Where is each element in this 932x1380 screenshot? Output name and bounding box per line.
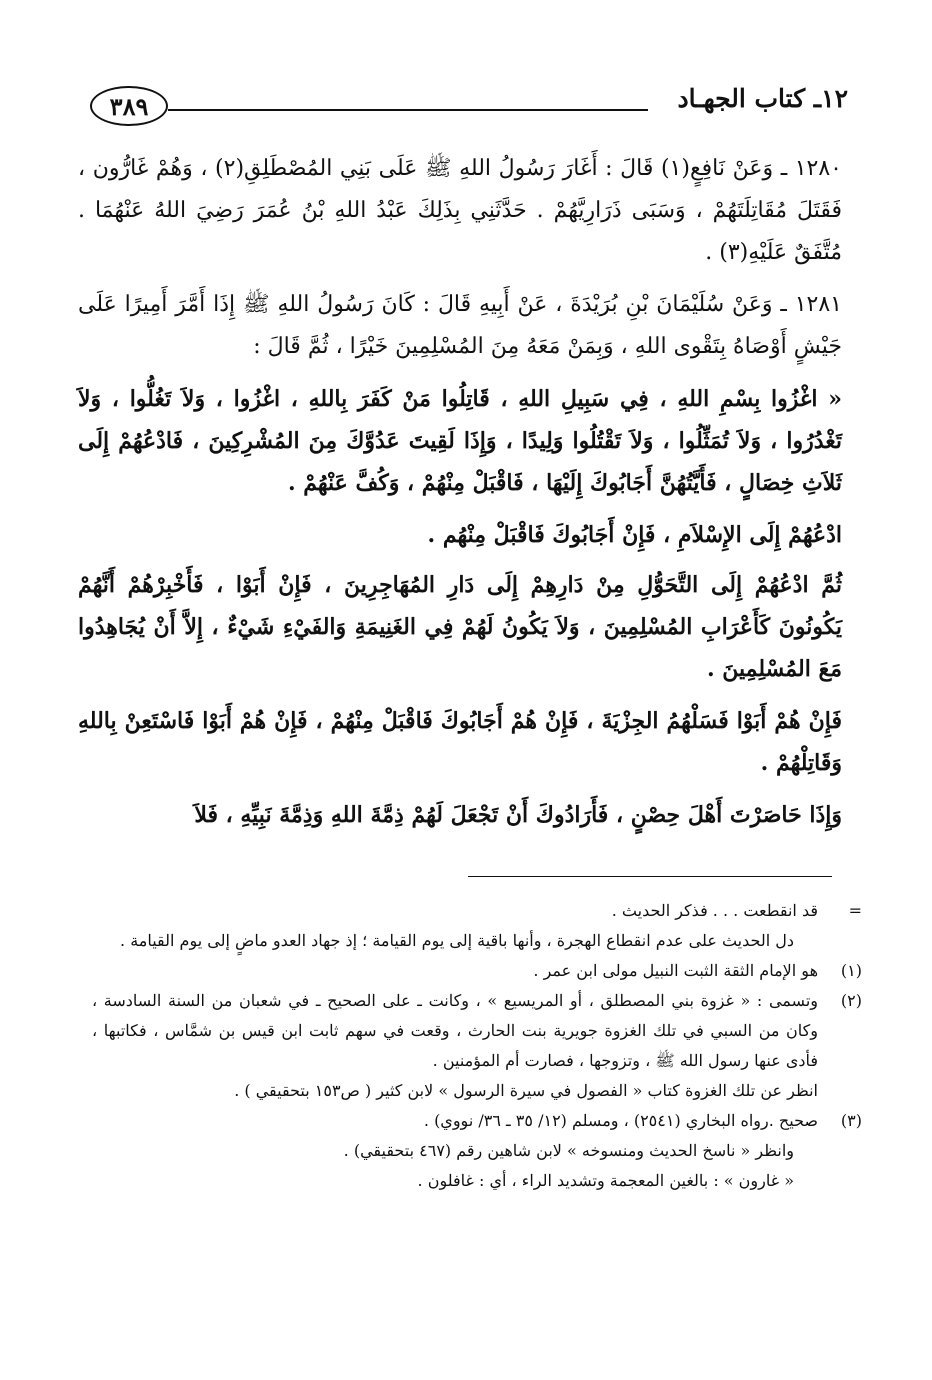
hadith-1281-intro: ١٢٨١ ـ وَعَنْ سُلَيْمَانَ بْنِ بُرَيْدَةَ ، عَنْ أَبِيهِ قَالَ : كَانَ رَسُولُ اللهِ ﷺ إِذَا أَمَّرَ أَمِيرًا عَلَى جَيْشٍ أَوْصَاهُ بِتَقْوى اللهِ ، وَبِمَنْ مَعَهُ مِنَ المُسْلِمِينَ خَيْرًا ، ثُمَّ قَالَ :: [78, 292, 842, 359]
footnote-2-text: وتسمى : « غزوة بني المصطلق ، أو المريسيع » ، وكانت ـ على الصحيح ـ في شعبان من السنة السادسة ، وكان من السبي في تلك الغزوة جويرية بنت الحارث ، وقعت في سهم ثابت ابن قيس بن شمَّاس ، فكاتبها ، فأدى عنها رسول الله ﷺ ، وتزوجها ، فصارت أم المؤمنين .: [92, 991, 819, 1070]
footnote-1-text: هو الإمام الثقة الثبت النبيل مولى ابن عمر .: [533, 961, 818, 980]
main-text: [78, 148, 842, 846]
footnote-1: [92, 956, 862, 986]
continuation-line-2: دل الحديث على عدم انقطاع الهجرة ، وأنها باقية إلى يوم القيامة ؛ إذ جهاد العدو ماضٍ إلى يوم القيامة .: [120, 931, 794, 950]
footnote-continuation: [92, 896, 862, 956]
hadith-1280: ١٢٨٠ ـ وَعَنْ نَافِعٍ(١) قَالَ : أَغَارَ رَسُولُ اللهِ ﷺ عَلَى بَنِي المُصْطَلِقِ(٢) ، وَهُمْ غَارُّون ، فَقَتَلَ مُقَاتِلَتَهُمْ ، وَسَبَى ذَرَارِيَّهُمْ . حَدَّثَنِي بِذَلِكَ عَبْدُ اللهِ بْنُ عُمَرَ رَضِيَ اللهُ عَنْهُمَا . مُتَّفَقٌ عَلَيْهِ(٣) .: [78, 156, 842, 265]
hadith-1281-quote-5: وَإِذَا حَاصَرْتَ أَهْلَ حِصْنٍ ، فَأَرَادُوكَ أَنْ تَجْعَلَ لَهُمْ ذِمَّةَ اللهِ وَذِمَّةَ نَبِيِّهِ ، فَلاَ: [194, 802, 842, 828]
hadith-1281-quote-3: ثُمَّ ادْعُهُمْ إِلَى التَّحَوُّلِ مِنْ دَارِهِمْ إِلَى دَارِ المُهَاجِرِينَ ، فَإِنْ أَبَوْا ، فَأَخْبِرْهُمْ أَنَّهُمْ يَكُونُونَ كَأَعْرَابِ المُسْلِمِينَ ، وَلاَ يَكُونُ لَهُمْ فِي الغَنِيمَةِ وَالفَيْءِ شَيْءٌ ، إِلاَّ أَنْ يُجَاهِدُوا مَعَ المُسْلِمِينَ .: [78, 572, 842, 682]
continuation-marker: =: [848, 901, 862, 920]
hadith-1281-quote-2: ادْعُهُمْ إِلَى الإِسْلاَمِ ، فَإِنْ أَجَابُوكَ فَاقْبَلْ مِنْهُم .: [427, 522, 842, 548]
footnote-3-number: (٣): [840, 1111, 862, 1130]
footnote-3-extra-2: « غارون » : بالغين المعجمة وتشديد الراء ، أي : غافلون .: [417, 1171, 794, 1190]
hadith-1281-quote-4: فَإِنْ هُمْ أَبَوْا فَسَلْهُمُ الجِزْيَةَ ، فَإِنْ هُمْ أَجَابُوكَ فَاقْبَلْ مِنْهُمْ ، فَإِنْ هُمْ أَبَوْا فَاسْتَعِنْ بِاللهِ وَقَاتِلْهُمْ .: [78, 708, 842, 776]
footnote-3-extra-1: وانظر « ناسخ الحديث ومنسوخه » لابن شاهين رقم (٤٦٧ بتحقيقي) .: [343, 1141, 794, 1160]
footnote-2-extra: انظر عن تلك الغزوة كتاب « الفصول في سيرة الرسول » لابن كثير ( ص١٥٣ بتحقيقي ) .: [234, 1081, 818, 1100]
footnote-1-number: (١): [840, 961, 862, 980]
continuation-line-1: قد انقطعت . . . فذكر الحديث .: [611, 901, 818, 920]
running-title: ١٢ـ كتاب الجهـاد: [677, 84, 848, 113]
footnote-3-text: صحيح .رواه البخاري (٢٥٤١) ، ومسلم (١٢/ ٣٥ ـ ٣٦/ نووي) .: [423, 1111, 818, 1130]
footnote-3: [92, 1106, 862, 1196]
hadith-1281-quote-1: « اغْزُوا بِسْمِ اللهِ ، فِي سَبِيلِ اللهِ ، قَاتِلُوا مَنْ كَفَرَ بِاللهِ ، اغْزُوا ، وَلاَ تَغُلُّوا ، وَلاَ تَغْدُرُوا ، وَلاَ تُمَثِّلُوا ، وَلاَ تَقْتُلُوا وَلِيدًا ، وَإِذَا لَقِيتَ عَدُوَّكَ مِنَ المُشْرِكِينَ ، فَادْعُهُمْ إِلَى ثَلاَثِ خِصَالٍ ، فَأَيَّتُهُنَّ أَجَابُوكَ إِلَيْهَا ، فَاقْبَلْ مِنْهُمْ ، وَكُفَّ عَنْهُمْ .: [78, 386, 842, 496]
footnotes: [92, 896, 862, 1196]
footnote-separator: [468, 876, 832, 877]
page-number: ٣٨٩: [90, 86, 168, 126]
footnote-2-number: (٢): [840, 991, 862, 1010]
footnote-2: [92, 986, 862, 1106]
header-rule: [168, 109, 648, 111]
page-header: [90, 82, 848, 132]
